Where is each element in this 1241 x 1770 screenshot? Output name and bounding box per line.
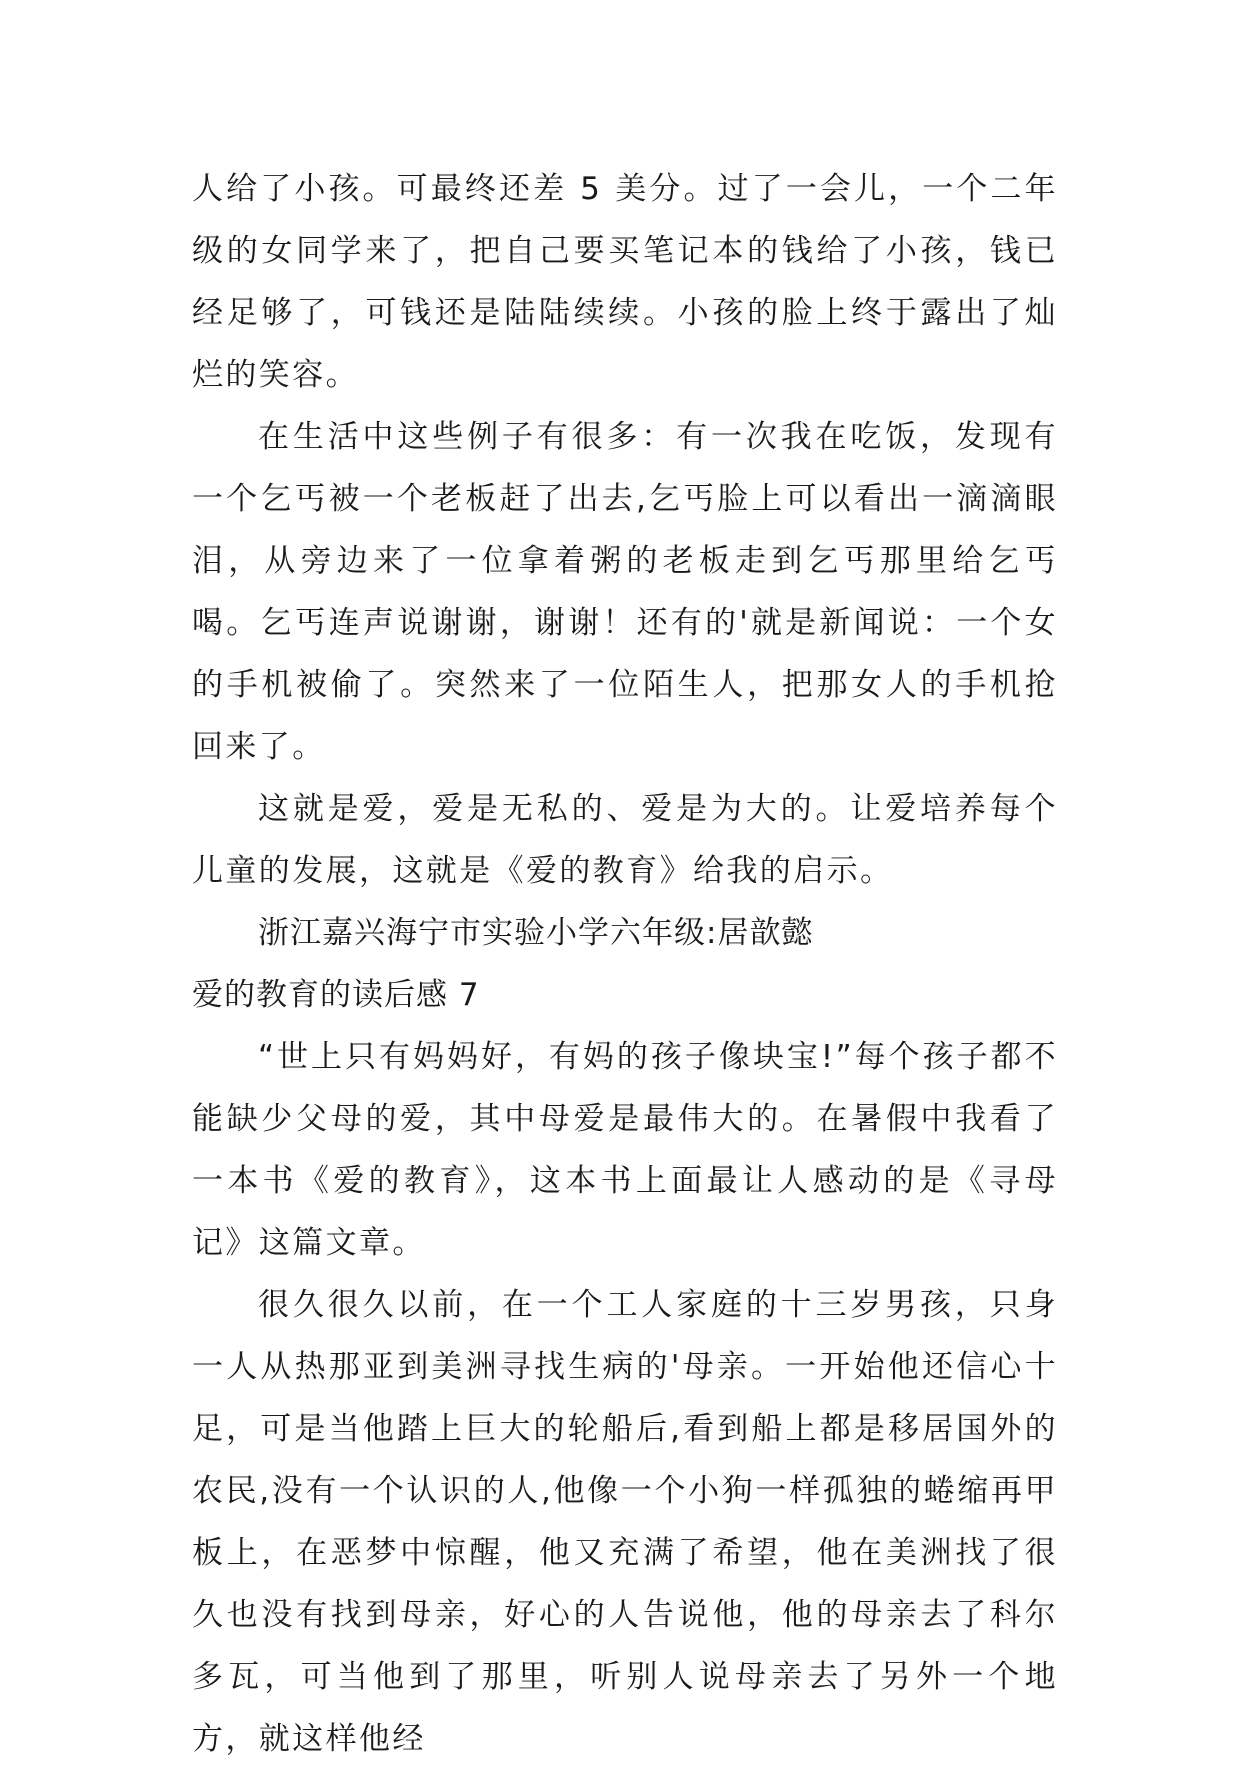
paragraph-conclusion: 这就是爱，爱是无私的、爱是为大的。让爱培养每个儿童的发展，这就是《爱的教育》给我的启示。 xyxy=(192,791,1058,889)
section-title: 爱的教育的读后感 7 xyxy=(192,977,480,1013)
paragraph-story: 很久很久以前，在一个工人家庭的十三岁男孩，只身一人从热那亚到美洲寻找生病的'母亲。一开始他还信心十足，可是当他踏上巨大的轮船后,看到船上都是移居国外的农民,没有一个认识的人,他像一个小狗一样孤独的蜷缩再甲板上，在恶梦中惊醒，他又充满了希望，他在美洲找了很久也没有找到母亲，好心的人告说他，他的母亲去了科尔多瓦，可当他到了那里，听别人说母亲去了另外一个地方，就这样他经 xyxy=(192,1287,1058,1757)
author-signature: 浙江嘉兴海宁市实验小学六年级:居歆懿 xyxy=(258,915,814,951)
paragraph-examples: 在生活中这些例子有很多：有一次我在吃饭，发现有一个乞丐被一个老板赶了出去,乞丐脸上可以看出一滴滴眼泪，从旁边来了一位拿着粥的老板走到乞丐那里给乞丐喝。乞丐连声说谢谢，谢谢！还有的'就是新闻说：一个女的手机被偷了。突然来了一位陌生人，把那女人的手机抢回来了。 xyxy=(192,419,1058,765)
document-body xyxy=(192,158,1058,1770)
paragraph-intro: “世上只有妈妈好，有妈的孩子像块宝!”每个孩子都不能缺少父母的爱，其中母爱是最伟大的。在暑假中我看了一本书《爱的教育》，这本书上面最让人感动的是《寻母记》这篇文章。 xyxy=(192,1039,1058,1261)
paragraph-continuation: 人给了小孩。可最终还差 5 美分。过了一会儿，一个二年级的女同学来了，把自己要买笔记本的钱给了小孩，钱已经足够了，可钱还是陆陆续续。小孩的脸上终于露出了灿烂的笑容。 xyxy=(192,171,1058,393)
